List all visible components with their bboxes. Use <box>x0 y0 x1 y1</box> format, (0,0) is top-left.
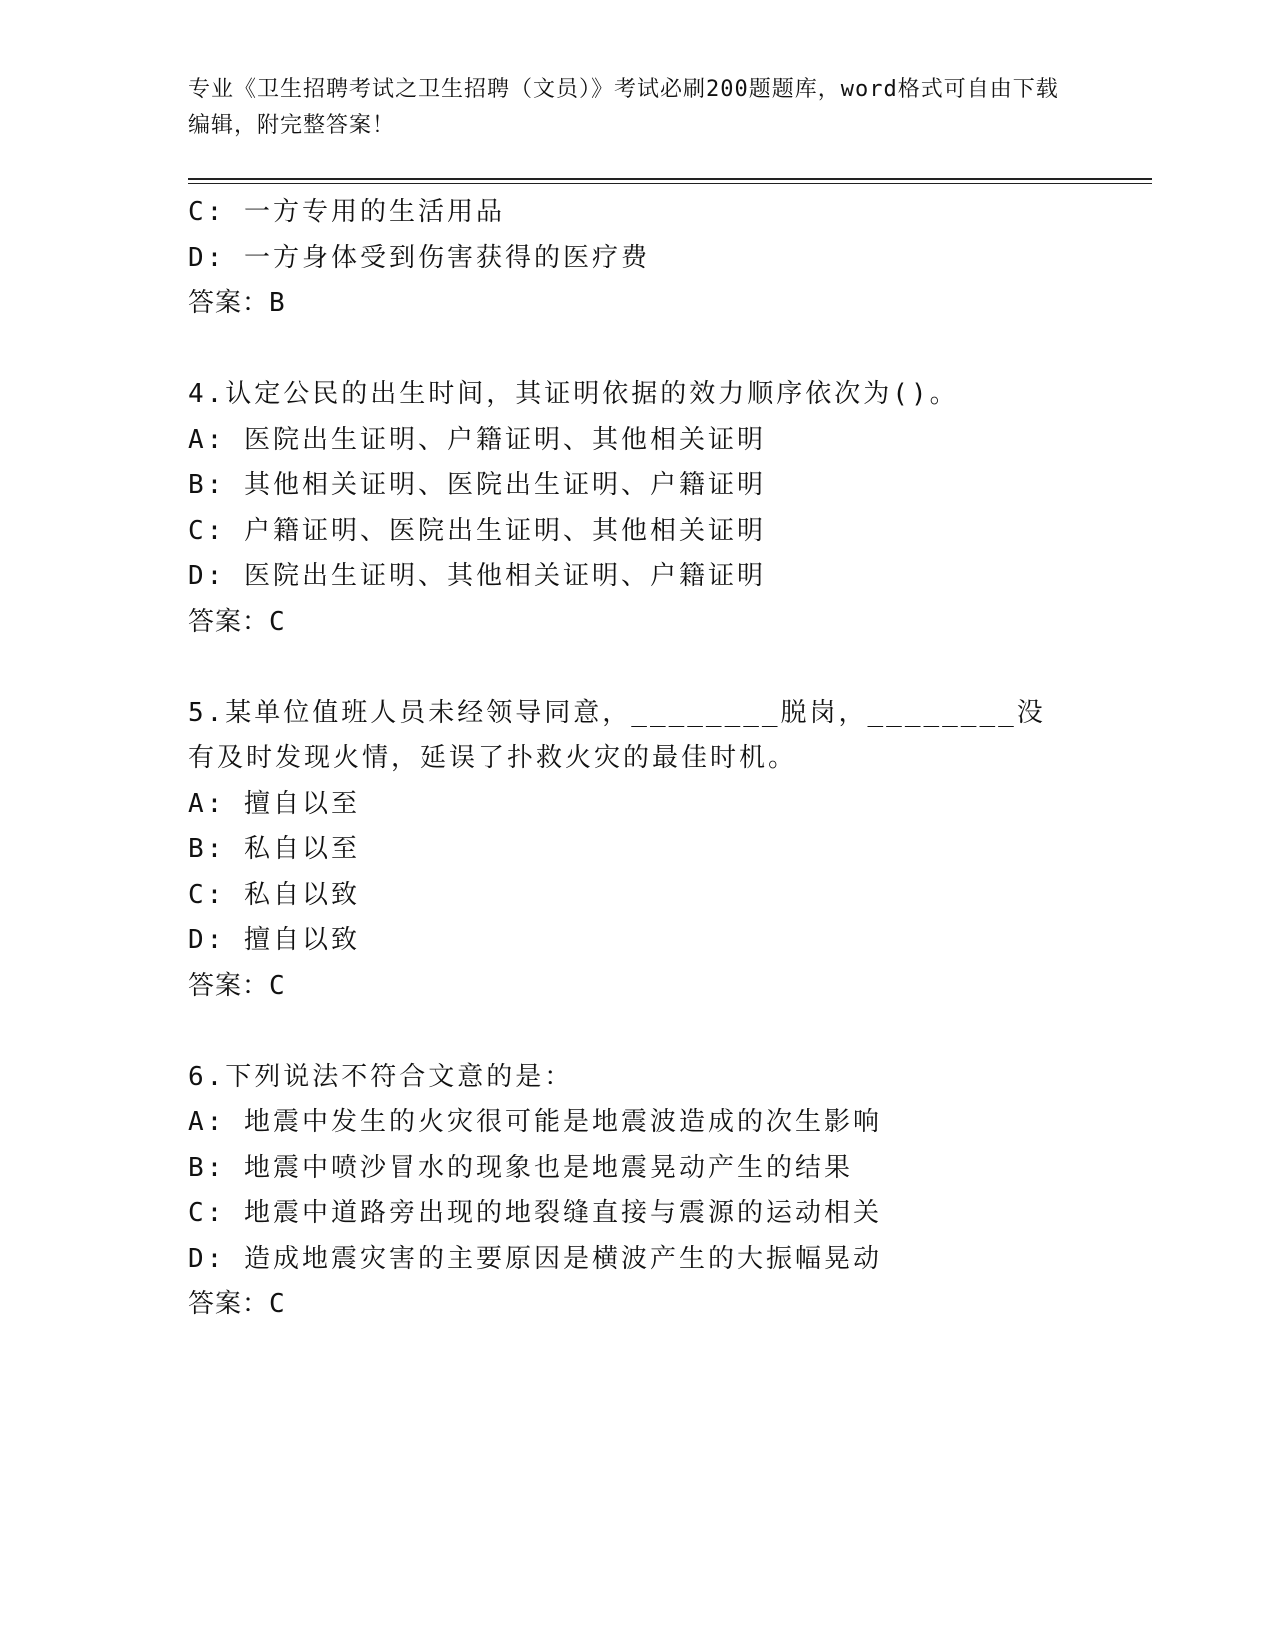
question-3-continued <box>188 190 1088 327</box>
spacer <box>188 645 1088 691</box>
question-5 <box>188 691 1088 1010</box>
option-c: C: 地震中道路旁出现的地裂缝直接与震源的运动相关 <box>188 1198 882 1228</box>
option-d: D: 一方身体受到伤害获得的医疗费 <box>188 242 650 273</box>
question-stem: 6.下列说法不符合文意的是： <box>188 1061 574 1092</box>
header-text: 专业《卫生招聘考试之卫生招聘（文员）》考试必刷200题题库，word格式可自由下载编辑，附完整答案！ <box>188 77 1059 138</box>
answer: 答案：C <box>188 606 286 637</box>
spacer <box>188 1009 1088 1055</box>
answer: 答案：C <box>188 1289 286 1319</box>
option-d: D: 造成地震灾害的主要原因是横波产生的大振幅晃动 <box>188 1243 882 1274</box>
spacer <box>188 327 1088 373</box>
header-divider-thin <box>188 183 1152 184</box>
question-stem: 4.认定公民的出生时间，其证明依据的效力顺序依次为()。 <box>188 379 959 409</box>
option-c: C: 一方专用的生活用品 <box>188 197 505 227</box>
question-stem: 5.某单位值班人员未经领导同意，________脱岗，________没有及时发现火情，延误了扑救火灾的最佳时机。 <box>188 697 1046 773</box>
option-b: B: 私自以至 <box>188 834 360 864</box>
option-b: B: 地震中喷沙冒水的现象也是地震晃动产生的结果 <box>188 1152 853 1183</box>
option-d: D: 擅自以致 <box>188 925 360 955</box>
option-a: A: 地震中发生的火灾很可能是地震波造成的次生影响 <box>188 1107 882 1137</box>
answer: 答案：B <box>188 288 286 318</box>
option-a: A: 擅自以至 <box>188 788 360 819</box>
question-list <box>188 190 1088 1328</box>
option-b: B: 其他相关证明、医院出生证明、户籍证明 <box>188 470 766 500</box>
header-divider-thick <box>188 178 1152 180</box>
document-header <box>188 72 1068 144</box>
question-4 <box>188 372 1088 645</box>
answer: 答案：C <box>188 970 286 1001</box>
option-c: C: 私自以致 <box>188 879 360 910</box>
option-c: C: 户籍证明、医院出生证明、其他相关证明 <box>188 515 766 546</box>
question-6 <box>188 1055 1088 1328</box>
option-a: A: 医院出生证明、户籍证明、其他相关证明 <box>188 424 766 455</box>
option-d: D: 医院出生证明、其他相关证明、户籍证明 <box>188 561 766 591</box>
